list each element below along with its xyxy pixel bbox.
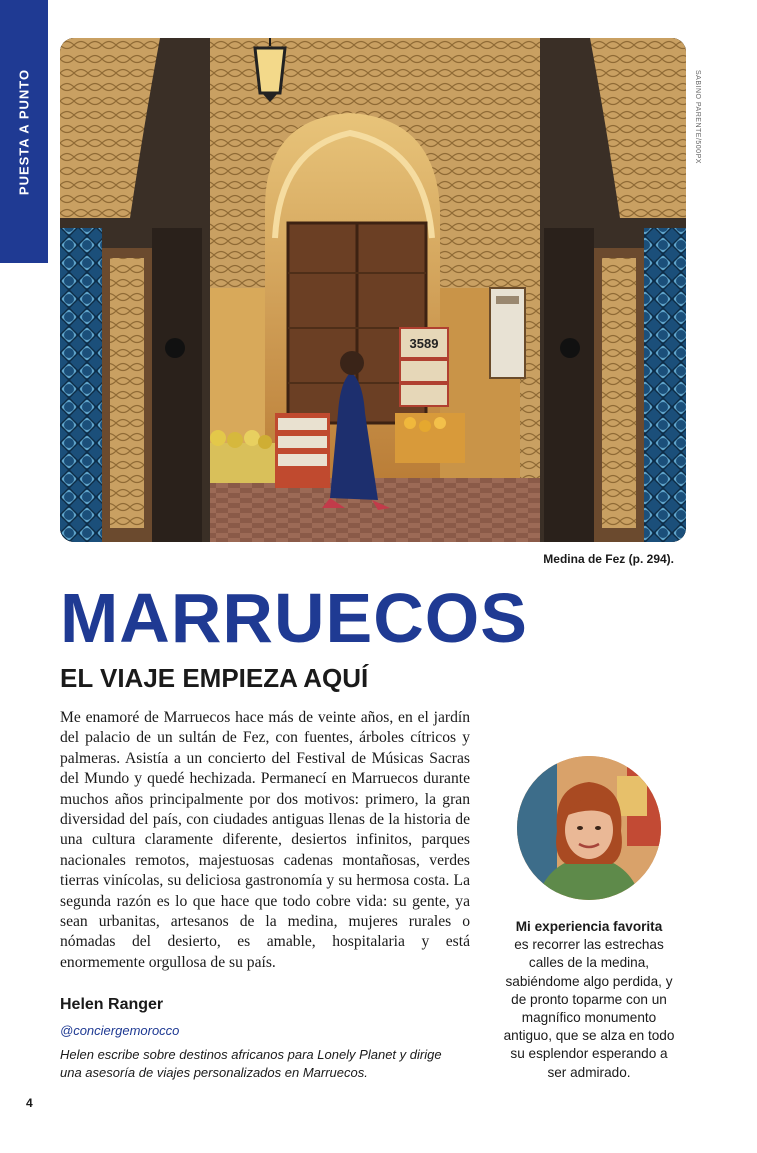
author-handle-link[interactable]: @conciergemorocco (60, 1023, 180, 1038)
page-subtitle: EL VIAJE EMPIEZA AQUÍ (60, 663, 369, 693)
favorite-experience-heading: Mi experiencia favorita (515, 919, 663, 934)
favorite-experience (503, 918, 675, 1082)
stall-sign-text: 3589 (409, 336, 439, 351)
medina-photo (60, 38, 686, 542)
author-portrait-icon (517, 756, 661, 900)
author-bio: Helen escribe sobre destinos africanos para Lonely Planet y dirige una asesoría de viajes personalizados en Marruecos. (60, 1047, 442, 1080)
author-name: Helen Ranger (60, 996, 164, 1013)
section-tab-label: PUESTA A PUNTO (16, 68, 32, 196)
photo-caption: Medina de Fez (p. 294). (543, 552, 674, 566)
favorite-experience-text: es recorrer las estrechas calles de la medina, sabiéndome algo perdida, y de pronto toparme con un magnífico monumento antiguo, que se alza en todo su esplendor esperando a ser admirado. (503, 937, 675, 1080)
section-tab (0, 0, 48, 263)
page-title: MARRUECOS (60, 579, 528, 657)
intro-paragraph: Me enamoré de Marruecos hace más de veinte años, en el jardín del palacio de un sultán de Fez, con fuentes, árboles cítricos y palmeras. Asistía a un concierto del Festival de Músicas Sacras del Mundo y quedé hechizada. Permanecí en Marruecos durante muchos años principalmente por dos motivos: primero, la gran diversidad del país, con ciudades antiguas llenas de la historia de una cultura claramente diferente, desiertos infinitos, parques nacionales remotos, majestuosas cadenas montañosas, verdes tierras vinícolas, su deliciosa gastronomía y su hermosa costa. La segunda razón es lo que hace que todo cobre vida: su gente, ya sean urbanitas, artesanos de la medina, mujeres rurales o nómadas del desierto, es amable, hospitalaria y está enormemente orgullosa de su país. (60, 709, 470, 971)
author-avatar (517, 756, 661, 900)
medina-doorway-photo (60, 38, 686, 542)
page-number: 4 (26, 1096, 33, 1110)
photo-credit: SABINO PARENTE/500PX (694, 70, 701, 164)
